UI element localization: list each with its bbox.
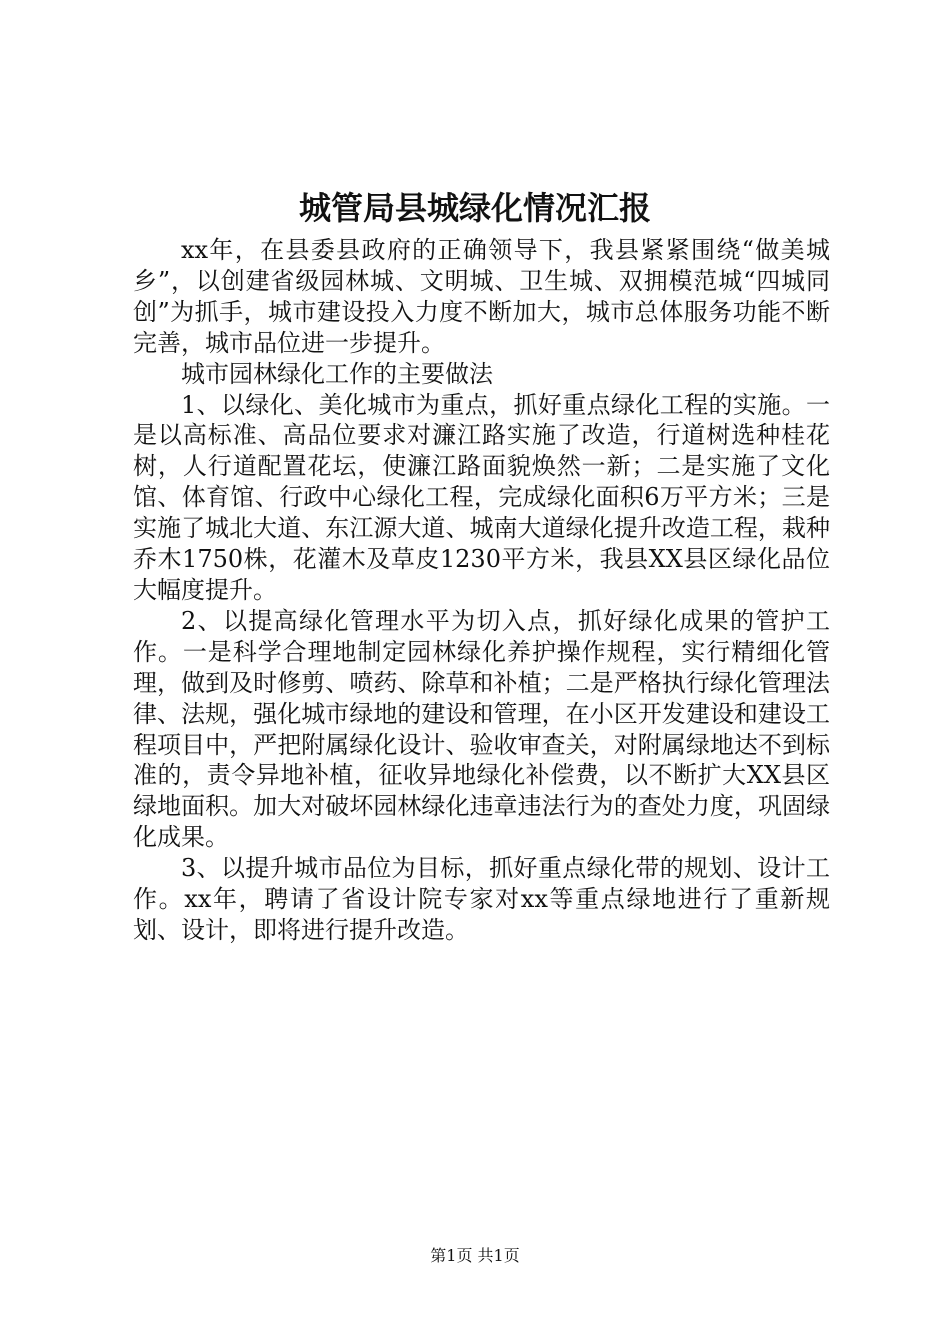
document-title: 城管局县城绿化情况汇报 [298, 189, 651, 227]
paragraph-item-2: 2、以提高绿化管理水平为切入点，抓好绿化成果的管护工作。一是科学合理地制定园林绿化养护操作规程，实行精细化管理，做到及时修剪、喷药、除草和补植；二是严格执行绿化管理法律、法规，强化城市绿地的建设和管理，在小区开发建设和建设工程项目中，严把附属绿化设计、验收审查关，对附属绿地达不到标准的，责令异地补植，征收异地绿化补偿费，以不断扩大XX县区绿地面积。加大对破坏园林绿化违章违法行为的查处力度，巩固绿化成果。 [133, 606, 830, 852]
paragraph-item-3: 3、以提升城市品位为目标，抓好重点绿化带的规划、设计工作。xx年，聘请了省设计院专家对xx等重点绿地进行了重新规划、设计，即将进行提升改造。 [133, 854, 830, 944]
paragraph-item-1: 1、以绿化、美化城市为重点，抓好重点绿化工程的实施。一是以高标准、高品位要求对濂江路实施了改造，行道树选种桂花树，人行道配置花坛，使濂江路面貌焕然一新；二是实施了文化馆、体育馆、行政中心绿化工程，完成绿化面积6万平方米；三是实施了城北大道、东江源大道、城南大道绿化提升改造工程，栽种乔木1750株，花灌木及草皮1230平方米，我县XX县区绿化品位大幅度提升。 [133, 390, 830, 604]
paragraph-section-heading: 城市园林绿化工作的主要做法 [181, 359, 493, 388]
document-body [133, 235, 830, 946]
page-footer: 第1页 共1页 [430, 1246, 520, 1265]
paragraph-intro: xx年，在县委县政府的正确领导下，我县紧紧围绕“做美城乡”，以创建省级园林城、文明城、卫生城、双拥模范城“四城同创”为抓手，城市建设投入力度不断加大，城市总体服务功能不断完善，城市品位进一步提升。 [133, 236, 830, 357]
